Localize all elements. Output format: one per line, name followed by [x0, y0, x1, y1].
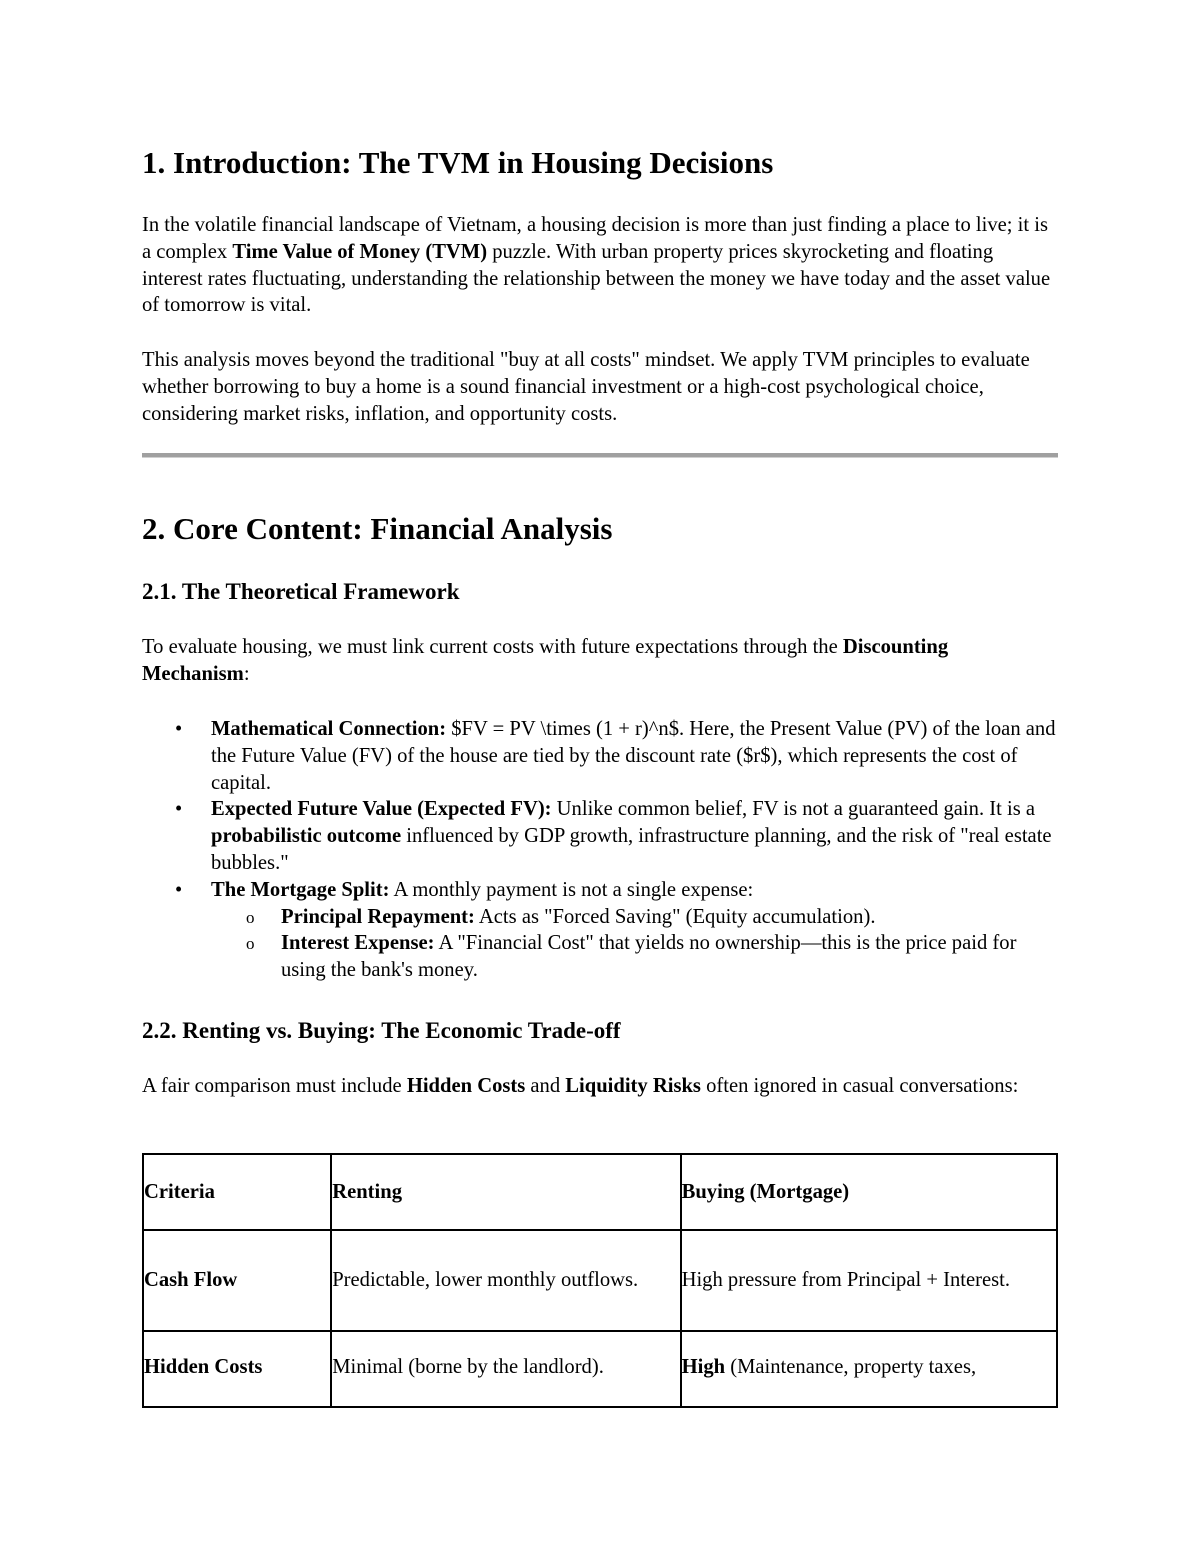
intro-text-b: puzzle. With urban property prices skyrocketing and floating interest rates fluctuating, understanding the relationship between the money we have today and the asset value of tomorrow is vital.	[142, 240, 1051, 317]
framework-intro-b: :	[243, 662, 250, 685]
intro-paragraph-1	[142, 212, 1058, 319]
subsection-2-2-heading: 2.2. Renting vs. Buying: The Economic Trade-off	[142, 1018, 621, 1043]
table-header-cell	[143, 1154, 331, 1230]
sub-bullet-icon: o	[246, 934, 255, 954]
table-row	[143, 1230, 1057, 1331]
section-2-heading: 2. Core Content: Financial Analysis	[142, 511, 613, 546]
framework-intro	[142, 634, 1058, 688]
sub-bullet-icon: o	[246, 907, 255, 927]
sub-bold: Principal Repayment:	[281, 905, 475, 928]
bullet-text: $FV = PV \times (1 + r)^n$. Here, the Present Value (PV) of the loan and the Future Value (FV) of the house are tied by the discount rate ($r$), which represents the cost of capital.	[211, 718, 1056, 794]
header-buying: Buying (Mortgage)	[681, 1180, 850, 1203]
table-cell	[331, 1230, 680, 1331]
framework-intro-a: To evaluate housing, we must link current costs with future expectations through the	[142, 636, 843, 658]
bullet-bold: Expected Future Value (Expected FV):	[211, 798, 552, 821]
bullet-bold: The Mortgage Split:	[211, 878, 390, 901]
bullet-text: A monthly payment is not a single expense:	[389, 878, 754, 901]
bullet-bold: Mathematical Connection:	[211, 718, 447, 740]
table-cell	[681, 1331, 1057, 1407]
sub-text: Acts as "Forced Saving" (Equity accumulation).	[474, 905, 876, 928]
cell-criteria: Hidden Costs	[144, 1356, 263, 1378]
comparison-intro-mid: and	[525, 1075, 566, 1097]
intro-text-a: In the volatile financial landscape of Vietnam, a housing decision is more than just finding a place to live; it is a complex	[142, 214, 1048, 263]
bullet-icon: •	[175, 718, 183, 740]
comparison-table	[142, 1153, 1058, 1408]
table-header-row	[143, 1154, 1057, 1230]
header-renting: Renting	[332, 1180, 402, 1203]
sub-item-interest	[210, 930, 1058, 984]
cell-renting: Predictable, lower monthly outflows.	[332, 1269, 639, 1292]
sub-text: A "Financial Cost" that yields no ownership—this is the price paid for using the bank's money.	[281, 932, 1017, 982]
cell-criteria: Cash Flow	[144, 1269, 238, 1292]
bullet-item-mortgage-split	[142, 877, 1058, 984]
comparison-intro-a: A fair comparison must include	[142, 1075, 407, 1097]
framework-bullet-list	[142, 716, 1058, 984]
table-cell	[143, 1230, 331, 1331]
cell-renting: Minimal (borne by the landlord).	[332, 1356, 604, 1378]
intro-paragraph-2: This analysis moves beyond the traditional "buy at all costs" mindset. We apply TVM principles to evaluate whether borrowing to buy a home is a sound financial investment or a high-cost psychological choice, considering market risks, inflation, and opportunity costs.	[142, 349, 1030, 425]
framework-intro-bold: Discounting Mechanism	[142, 636, 949, 685]
bullet-bold-2: probabilistic outcome	[211, 825, 402, 848]
comparison-intro	[142, 1073, 1058, 1100]
table-cell	[681, 1230, 1057, 1331]
comparison-bold-hidden-costs: Hidden Costs	[406, 1075, 526, 1097]
bullet-icon: •	[175, 798, 183, 821]
bullet-text-a: Unlike common belief, FV is not a guaranteed gain. It is a	[551, 798, 1035, 821]
subsection-2-1-heading: 2.1. The Theoretical Framework	[142, 579, 460, 604]
bullet-icon: •	[175, 878, 183, 901]
comparison-bold-liquidity: Liquidity Risks	[565, 1075, 701, 1097]
table-cell	[143, 1331, 331, 1407]
table-header-cell	[681, 1154, 1057, 1230]
bullet-item-expected-fv	[142, 796, 1058, 876]
cell-buying: (Maintenance, property taxes,	[725, 1356, 977, 1378]
mortgage-sub-list	[211, 904, 1058, 984]
table-cell	[331, 1331, 680, 1407]
sub-item-principal	[210, 904, 1058, 931]
section-1-heading: 1. Introduction: The TVM in Housing Decisions	[142, 145, 774, 180]
cell-buying-bold: High	[681, 1356, 726, 1378]
table-header-cell	[331, 1154, 680, 1230]
comparison-intro-b: often ignored in casual conversations:	[700, 1075, 1019, 1097]
horizontal-rule	[142, 453, 1058, 458]
cell-buying: High pressure from Principal + Interest.	[681, 1269, 1011, 1292]
table-row	[143, 1331, 1057, 1407]
sub-bold: Interest Expense:	[281, 932, 435, 955]
header-criteria: Criteria	[144, 1180, 215, 1203]
bullet-text-b: influenced by GDP growth, infrastructure planning, and the risk of "real estate bubbles."	[211, 825, 1052, 874]
bullet-item-mathematical-connection	[142, 716, 1058, 796]
intro-bold-tvm: Time Value of Money (TVM)	[232, 240, 488, 263]
